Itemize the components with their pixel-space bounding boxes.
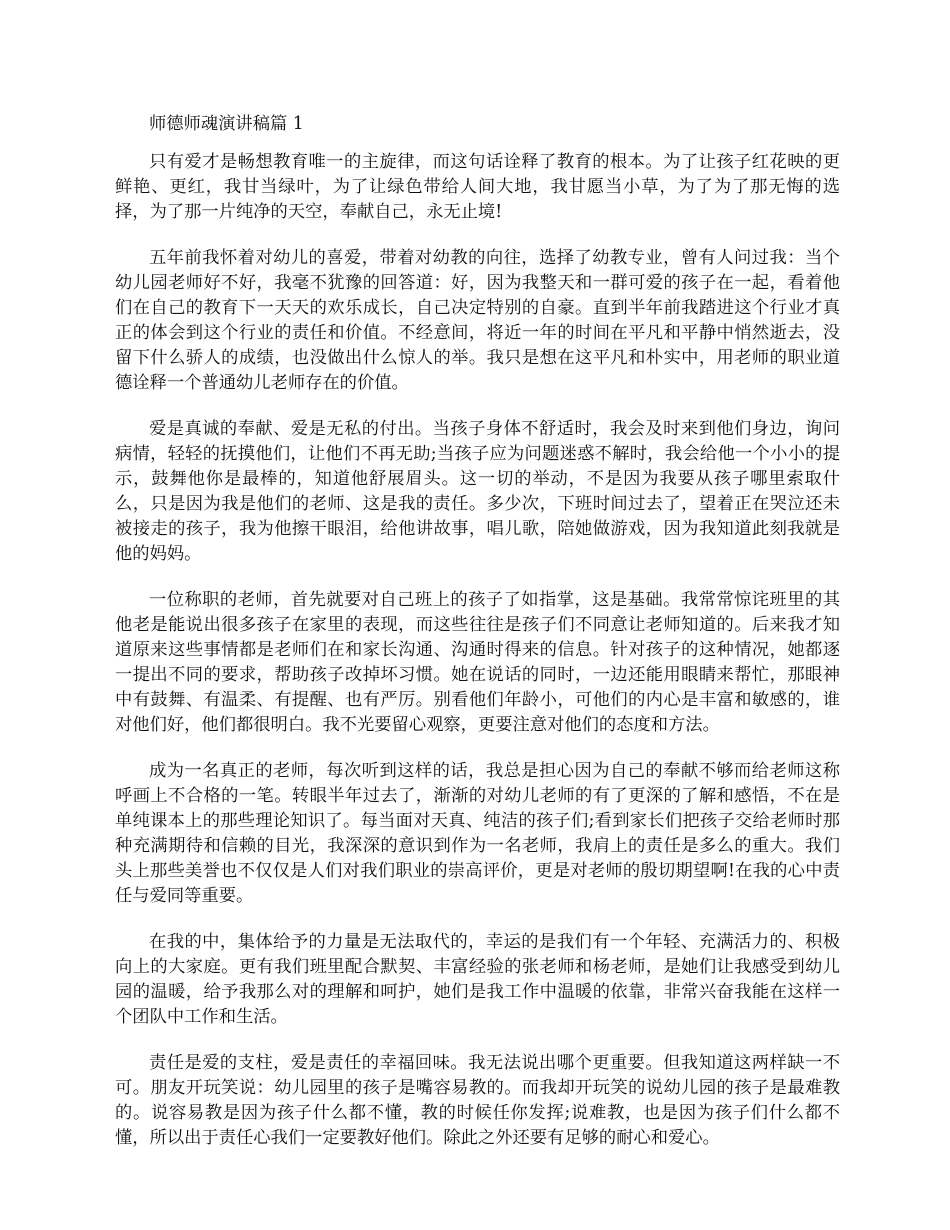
paragraph-7: 责任是爱的支柱，爱是责任的幸福回味。我无法说出哪个更重要。但我知道这两样缺一不可。朋友开玩笑说：幼儿园里的孩子是嘴容易教的。而我却开玩笑的说幼儿园的孩子是最难教的。说容易教是因为孩子什么都不懂，教的时候任你发挥;说难教，也是因为孩子们什么都不懂，所以出于责任心我们一定要教好他们。除此之外还要有足够的耐心和爱心。 [115, 1053, 840, 1148]
paragraph-3: 爱是真诚的奉献、爱是无私的付出。当孩子身体不舒适时，我会及时来到他们身边，询问病情，轻轻的抚摸他们，让他们不再无助;当孩子应为问题迷惑不解时，我会给他一个小小的提示，鼓舞他你是最棒的，知道他舒展眉头。这一切的举动，不是因为我要从孩子哪里索取什么，只是因为我是他们的老师、这是我的责任。多少次，下班时间过去了，望着正在哭泣还未被接走的孩子，我为他擦干眼泪，给他讲故事，唱儿歌，陪她做游戏，因为我知道此刻我就是他的妈妈。 [115, 419, 840, 564]
paragraph-6: 在我的中，集体给予的力量是无法取代的，幸运的是我们有一个年轻、充满活力的、积极向上的大家庭。更有我们班里配合默契、丰富经验的张老师和杨老师，是她们让我感受到幼儿园的温暖，给予我那么对的理解和呵护，她们是我工作中温暖的依靠，非常兴奋我能在这样一个团队中工作和生活。 [115, 932, 840, 1027]
document-title: 师德师魂演讲稿篇 1 [149, 114, 304, 134]
document-page [115, 112, 840, 1172]
paragraph-5: 成为一名真正的老师，每次听到这样的话，我总是担心因为自己的奉献不够而给老师这称呼画上不合格的一笔。转眼半年过去了，渐渐的对幼儿老师的有了更深的了解和感悟，不在是单纯课本上的那些理论知识了。每当面对天真、纯洁的孩子们;看到家长们把孩子交给老师时那种充满期待和信赖的目光，我深深的意识到作为一名老师，我肩上的责任是多么的重大。我们头上那些美誉也不仅仅是人们对我们职业的崇高评价，更是对老师的殷切期望啊!在我的心中责任与爱同等重要。 [115, 761, 840, 906]
paragraph-4: 一位称职的老师，首先就要对自己班上的孩子了如指掌，这是基础。我常常惊诧班里的其他老是能说出很多孩子在家里的表现，而这些往往是孩子们不同意让老师知道的。后来我才知道原来这些事情都是老师们在和家长沟通、沟通时得来的信息。针对孩子的这种情况，她都逐一提出不同的要求，帮助孩子改掉坏习惯。她在说话的同时，一边还能用眼睛来帮忙，那眼神中有鼓舞、有温柔、有提醒、也有严厉。别看他们年龄小，可他们的内心是丰富和敏感的，谁对他们好，他们都很明白。我不光要留心观察，更要注意对他们的态度和方法。 [115, 590, 840, 735]
paragraph-1: 只有爱才是畅想教育唯一的主旋律，而这句话诠释了教育的根本。为了让孩子红花映的更鲜艳、更红，我甘当绿叶，为了让绿色带给人间大地，我甘愿当小草，为了为了那无悔的选择，为了那一片纯净的天空，奉献自己，永无止境! [115, 152, 840, 222]
paragraph-2: 五年前我怀着对幼儿的喜爱，带着对幼教的向往，选择了幼教专业，曾有人问过我：当个幼儿园老师好不好，我毫不犹豫的回答道：好，因为我整天和一群可爱的孩子在一起，看着他们在自己的教育下一天天的欢乐成长，自己决定特别的自豪。直到半年前我踏进这个行业才真正的体会到这个行业的责任和价值。不经意间，将近一年的时间在平凡和平静中悄然逝去，没留下什么骄人的成绩，也没做出什么惊人的举。我只是想在这平凡和朴实中，用老师的职业道德诠释一个普通幼儿老师存在的价值。 [115, 248, 840, 393]
